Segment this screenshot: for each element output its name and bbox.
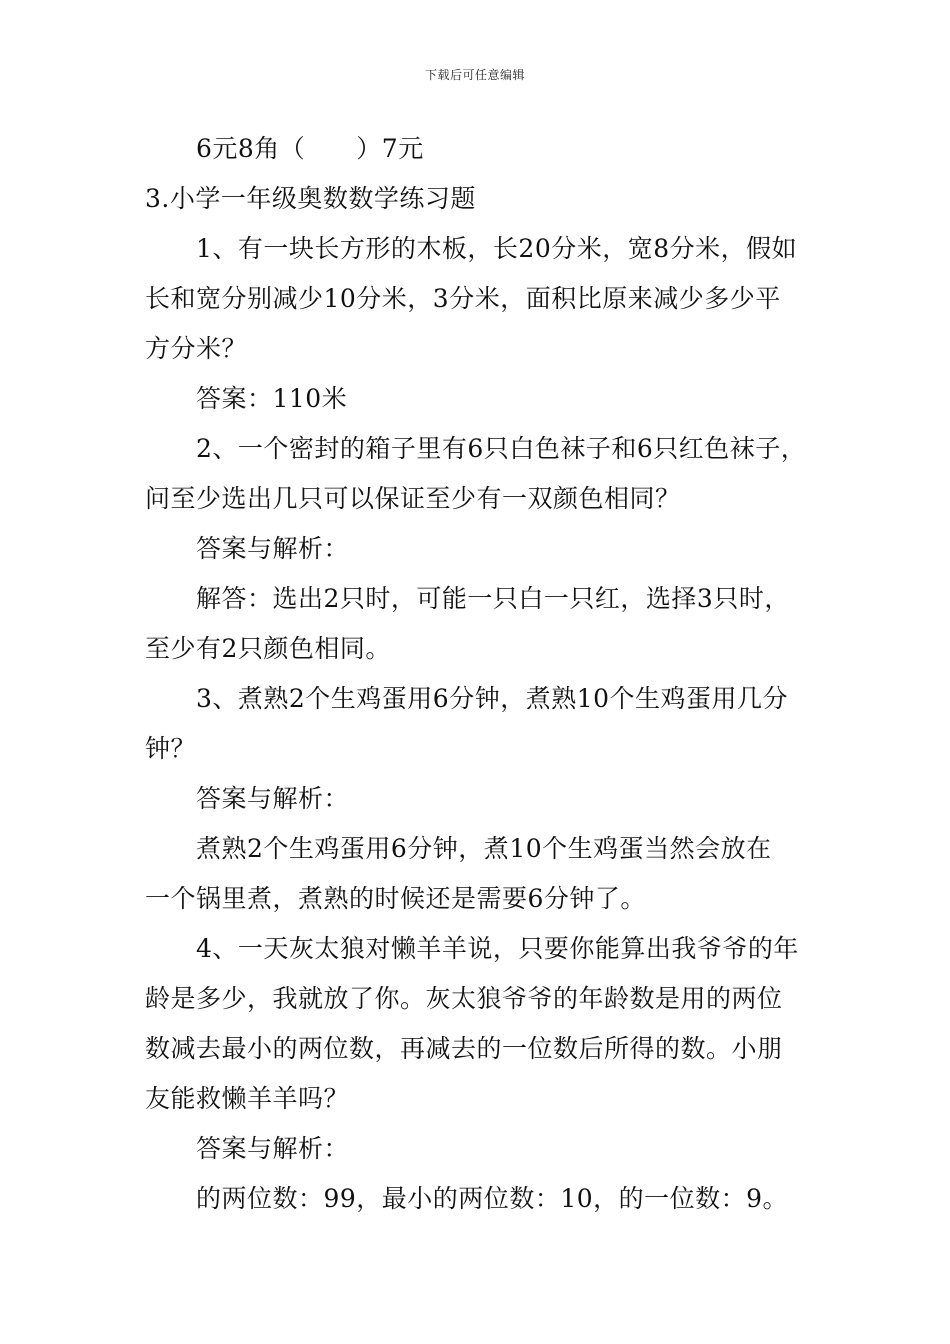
question-1-line-3: 方分米？ [145, 334, 248, 363]
question-3-line-1: 3、煮熟2个生鸡蛋用6分钟，煮熟10个生鸡蛋用几分 [196, 684, 789, 713]
page-header: 下载后可任意编辑 [424, 68, 525, 82]
section-title: 3.小学一年级奥数数学练习题 [145, 184, 476, 213]
answer-3-line-1: 煮熟2个生鸡蛋用6分钟，煮10个生鸡蛋当然会放在 [196, 834, 772, 863]
answer-3-line-2: 一个锅里煮，煮熟的时候还是需要6分钟了。 [145, 884, 646, 913]
question-1-line-1: 1、有一块长方形的木板，长20分米，宽8分米，假如 [196, 234, 798, 263]
answer-heading-3: 答案与解析： [196, 784, 350, 813]
question-2-line-2: 问至少选出几只可以保证至少有一双颜色相同？ [145, 484, 681, 513]
answer-heading-2: 答案与解析： [196, 534, 350, 563]
answer-1: 答案：110米 [196, 384, 348, 413]
question-3-line-2: 钟？ [145, 734, 197, 763]
answer-2-line-2: 至少有2只颜色相同。 [145, 634, 391, 663]
answer-2-line-1: 解答：选出2只时，可能一只白一只红，选择3只时， [196, 584, 790, 613]
question-4-line-1: 4、一天灰太狼对懒羊羊说，只要你能算出我爷爷的年 [196, 934, 799, 963]
question-4-line-2: 龄是多少，我就放了你。灰太狼爷爷的年龄数是用的两位 [145, 984, 783, 1013]
question-2-line-1: 2、一个密封的箱子里有6只白色袜子和6只红色袜子， [196, 434, 807, 463]
comparison-line: 6元8角（ ）7元 [196, 134, 424, 163]
question-4-line-4: 友能救懒羊羊吗？ [145, 1084, 350, 1113]
question-4-line-3: 数减去最小的两位数，再减去的一位数后所得的数。小朋 [145, 1034, 783, 1063]
answer-heading-4: 答案与解析： [196, 1134, 350, 1163]
question-1-line-2: 长和宽分别减少10分米，3分米，面积比原来减少多少平 [145, 284, 781, 313]
answer-4-line-1: 的两位数：99，最小的两位数：10，的一位数：9。 [196, 1184, 789, 1213]
